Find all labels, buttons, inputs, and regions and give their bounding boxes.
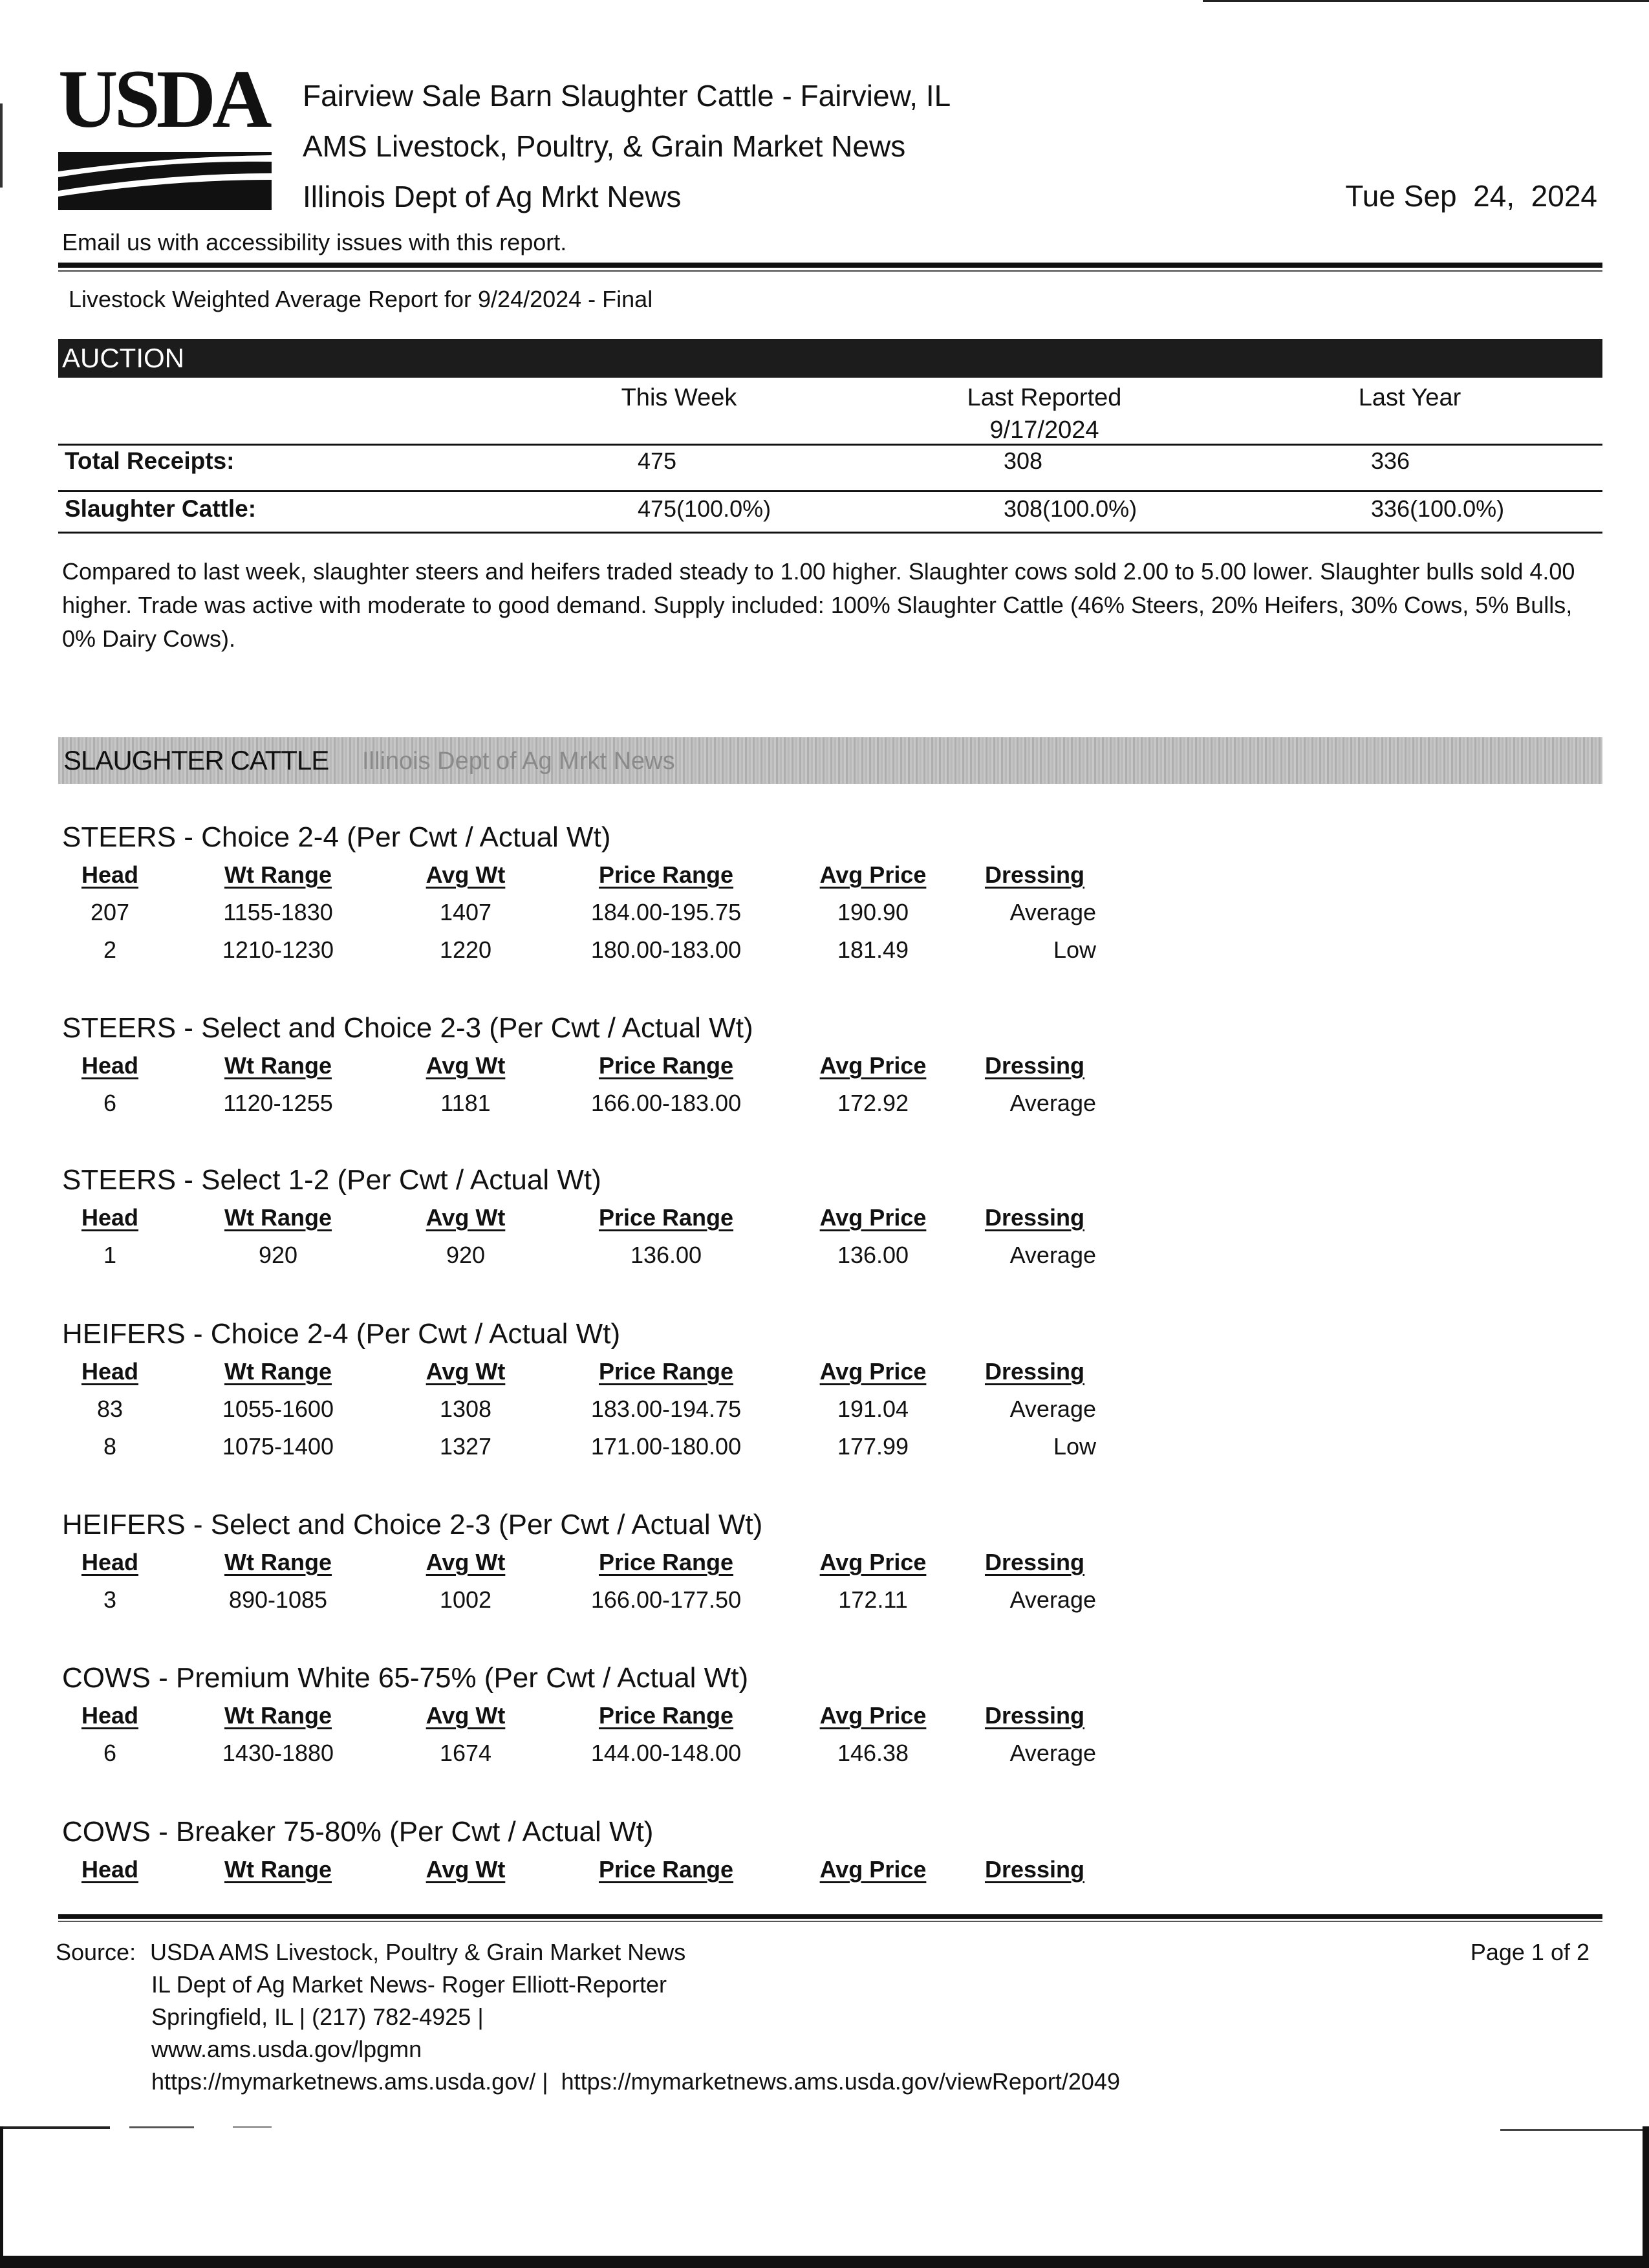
auction-last-year-value: 336 xyxy=(1371,448,1410,474)
col-last-reported xyxy=(925,382,1164,446)
auction-last-year-value: 336(100.0%) xyxy=(1371,495,1505,522)
divider xyxy=(58,1921,1602,1922)
slaughter-cattle-section-bar xyxy=(58,737,1602,784)
column-header-head: Head xyxy=(81,1702,139,1729)
auction-this-week-value: 475 xyxy=(638,448,677,474)
column-header-avg-wt: Avg Wt xyxy=(426,1204,506,1231)
cell-dressing: Average xyxy=(1009,899,1096,925)
scan-edge-line xyxy=(1203,0,1649,2)
column-header-price-range: Price Range xyxy=(598,861,734,888)
cell-avg-price: 172.92 xyxy=(837,1090,909,1116)
column-header-wt-range: Wt Range xyxy=(224,1702,332,1729)
column-header-dressing: Dressing xyxy=(984,861,1085,888)
cell-dressing: Average xyxy=(1009,1740,1096,1766)
cell-price-range: 183.00-194.75 xyxy=(590,1396,742,1422)
report-links[interactable]: https://mymarketnews.ams.usda.gov/ | https://mymarketnews.ams.usda.gov/viewReport/2049 xyxy=(151,2068,1120,2095)
divider xyxy=(58,444,1602,446)
column-header-price-range: Price Range xyxy=(598,1702,734,1729)
cell-wt-range: 1155-1830 xyxy=(223,899,333,925)
cell-price-range: 136.00 xyxy=(630,1242,702,1268)
column-header-avg-wt: Avg Wt xyxy=(426,861,506,888)
cell-dressing: Low xyxy=(1053,936,1096,963)
usda-logo-text: USDA xyxy=(58,53,268,145)
column-header-wt-range: Wt Range xyxy=(224,861,332,888)
source-label: Source: xyxy=(56,1939,136,1965)
column-header-wt-range: Wt Range xyxy=(224,1204,332,1231)
cell-head: 6 xyxy=(103,1090,117,1116)
column-header-head: Head xyxy=(81,1204,139,1231)
cell-wt-range: 890-1085 xyxy=(228,1586,328,1613)
market-summary: Compared to last week, slaughter steers and heifers traded steady to 1.00 higher. Slaughter cows sold 2.00 to 5.00 lower. Slaughter bulls sold 4.00 higher. Trade was active with moderate to good demand. Supply included: 100% Slaughter Cattle (46% Steers, 20% Heifers, 30% Cows, 5% Bulls, 0% Dairy Cows). xyxy=(62,558,1575,652)
auction-last-reported-value: 308 xyxy=(1004,448,1043,474)
cell-price-range: 184.00-195.75 xyxy=(590,899,742,925)
page-number: Page 1 of 2 xyxy=(1470,1939,1590,1965)
auction-section-bar xyxy=(58,339,1602,378)
cell-avg-wt: 1308 xyxy=(439,1396,492,1422)
auction-row-label: Total Receipts: xyxy=(65,448,235,474)
cell-wt-range: 1210-1230 xyxy=(222,936,334,963)
column-header-avg-price: Avg Price xyxy=(819,1549,927,1575)
reporter-line: IL Dept of Ag Market News- Roger Elliott-Reporter xyxy=(151,1971,667,1998)
cell-avg-price: 177.99 xyxy=(837,1433,909,1460)
auction-section-label: AUCTION xyxy=(62,343,184,373)
cell-avg-price: 146.38 xyxy=(837,1740,909,1766)
website-link[interactable]: www.ams.usda.gov/lpgmn xyxy=(151,2036,422,2062)
column-header-avg-wt: Avg Wt xyxy=(426,1856,506,1883)
usda-logo-graphic xyxy=(58,58,272,210)
cell-avg-price: 136.00 xyxy=(837,1242,909,1268)
cell-head: 207 xyxy=(90,899,130,925)
cell-avg-wt: 1220 xyxy=(439,936,492,963)
cell-dressing: Average xyxy=(1009,1586,1096,1613)
cell-avg-price: 172.11 xyxy=(838,1586,908,1613)
column-header-avg-price: Avg Price xyxy=(819,1702,927,1729)
divider xyxy=(58,532,1602,534)
column-header-head: Head xyxy=(81,1549,139,1575)
cell-avg-wt: 1327 xyxy=(439,1433,492,1460)
column-header-head: Head xyxy=(81,861,139,888)
column-header-avg-wt: Avg Wt xyxy=(426,1702,506,1729)
divider xyxy=(58,270,1602,272)
column-header-wt-range: Wt Range xyxy=(224,1856,332,1883)
cell-wt-range: 1055-1600 xyxy=(222,1396,334,1422)
cell-head: 8 xyxy=(103,1433,117,1460)
report-date: Tue Sep 24, 2024 xyxy=(1345,179,1597,213)
cell-avg-wt: 1407 xyxy=(439,899,492,925)
cell-price-range: 166.00-183.00 xyxy=(590,1090,742,1116)
column-header-dressing: Dressing xyxy=(984,1204,1085,1231)
cell-avg-price: 181.49 xyxy=(837,936,909,963)
cell-price-range: 171.00-180.00 xyxy=(590,1433,742,1460)
accessibility-email-link[interactable]: Email us with accessibility issues with this report. xyxy=(62,229,567,255)
column-header-price-range: Price Range xyxy=(598,1204,734,1231)
cell-dressing: Average xyxy=(1009,1090,1096,1116)
cell-price-range: 166.00-177.50 xyxy=(590,1586,742,1613)
cell-wt-range: 1075-1400 xyxy=(222,1433,334,1460)
report-title: Livestock Weighted Average Report for 9/24/2024 - Final xyxy=(69,286,653,312)
column-header-dressing: Dressing xyxy=(984,1856,1085,1883)
report-market-title: Fairview Sale Barn Slaughter Cattle - Fairview, IL xyxy=(303,79,951,113)
column-header-avg-price: Avg Price xyxy=(819,1204,927,1231)
scan-bottom-frame xyxy=(0,2126,1649,2268)
column-header-wt-range: Wt Range xyxy=(224,1052,332,1079)
cell-price-range: 180.00-183.00 xyxy=(590,936,742,963)
auction-this-week-value: 475(100.0%) xyxy=(638,495,771,522)
column-header-dressing: Dressing xyxy=(984,1358,1085,1385)
slaughter-cattle-label: SLAUGHTER CATTLE xyxy=(63,745,329,775)
cell-price-range: 144.00-148.00 xyxy=(590,1740,742,1766)
auction-row-label: Slaughter Cattle: xyxy=(65,495,257,522)
column-header-dressing: Dressing xyxy=(984,1702,1085,1729)
col-this-week: This Week xyxy=(621,384,737,411)
cell-head: 6 xyxy=(103,1740,117,1766)
cell-head: 2 xyxy=(103,936,117,963)
section-title: HEIFERS - Choice 2-4 (Per Cwt / Actual Wt) xyxy=(62,1318,621,1350)
column-header-avg-price: Avg Price xyxy=(819,1358,927,1385)
column-header-avg-wt: Avg Wt xyxy=(426,1358,506,1385)
section-title: COWS - Premium White 65-75% (Per Cwt / Actual Wt) xyxy=(62,1662,749,1694)
column-header-dressing: Dressing xyxy=(984,1549,1085,1575)
section-title: STEERS - Select 1-2 (Per Cwt / Actual Wt) xyxy=(62,1164,601,1196)
cell-avg-wt: 920 xyxy=(446,1242,486,1268)
col-last-year: Last Year xyxy=(1358,384,1461,411)
cell-head: 3 xyxy=(103,1586,117,1613)
report-office: Illinois Dept of Ag Mrkt News xyxy=(303,180,682,213)
column-header-avg-price: Avg Price xyxy=(819,1856,927,1883)
column-header-price-range: Price Range xyxy=(598,1052,734,1079)
col-last-reported-label: Last Reported xyxy=(967,384,1122,411)
contact-line: Springfield, IL | (217) 782-4925 | xyxy=(151,2003,484,2030)
col-last-reported-date: 9/17/2024 xyxy=(989,416,1099,444)
column-header-price-range: Price Range xyxy=(598,1856,734,1883)
column-header-head: Head xyxy=(81,1856,139,1883)
cell-avg-wt: 1181 xyxy=(440,1090,491,1116)
column-header-wt-range: Wt Range xyxy=(224,1549,332,1575)
cell-wt-range: 1430-1880 xyxy=(222,1740,334,1766)
usda-logo xyxy=(58,53,272,210)
column-header-head: Head xyxy=(81,1052,139,1079)
section-title: STEERS - Choice 2-4 (Per Cwt / Actual Wt) xyxy=(62,821,611,853)
section-title: STEERS - Select and Choice 2-3 (Per Cwt / Actual Wt) xyxy=(62,1012,753,1044)
auction-last-reported-value: 308(100.0%) xyxy=(1004,495,1137,522)
divider xyxy=(58,1914,1602,1919)
column-header-avg-price: Avg Price xyxy=(819,1052,927,1079)
column-header-wt-range: Wt Range xyxy=(224,1358,332,1385)
column-header-avg-price: Avg Price xyxy=(819,861,927,888)
cell-head: 83 xyxy=(96,1396,124,1422)
column-header-avg-wt: Avg Wt xyxy=(426,1052,506,1079)
scan-edge-line xyxy=(0,103,3,188)
report-agency: AMS Livestock, Poultry, & Grain Market News xyxy=(303,129,906,163)
divider xyxy=(58,263,1602,268)
section-title: COWS - Breaker 75-80% (Per Cwt / Actual Wt) xyxy=(62,1816,654,1848)
column-header-avg-wt: Avg Wt xyxy=(426,1549,506,1575)
cell-dressing: Average xyxy=(1009,1396,1096,1422)
cell-avg-wt: 1674 xyxy=(439,1740,492,1766)
column-header-head: Head xyxy=(81,1358,139,1385)
section-title: HEIFERS - Select and Choice 2-3 (Per Cwt / Actual Wt) xyxy=(62,1509,763,1540)
cell-avg-price: 190.90 xyxy=(837,899,909,925)
divider xyxy=(58,490,1602,492)
cell-avg-wt: 1002 xyxy=(439,1586,492,1613)
cell-dressing: Average xyxy=(1009,1242,1096,1268)
cell-dressing: Low xyxy=(1053,1433,1096,1460)
column-header-price-range: Price Range xyxy=(598,1549,734,1575)
cell-head: 1 xyxy=(103,1242,117,1268)
cell-wt-range: 920 xyxy=(258,1242,298,1268)
watermark-text: Illinois Dept of Ag Mrkt News xyxy=(362,748,675,775)
column-header-dressing: Dressing xyxy=(984,1052,1085,1079)
source-line: USDA AMS Livestock, Poultry & Grain Market News xyxy=(150,1939,686,1965)
cell-wt-range: 1120-1255 xyxy=(223,1090,333,1116)
cell-avg-price: 191.04 xyxy=(837,1396,909,1422)
column-header-price-range: Price Range xyxy=(598,1358,734,1385)
